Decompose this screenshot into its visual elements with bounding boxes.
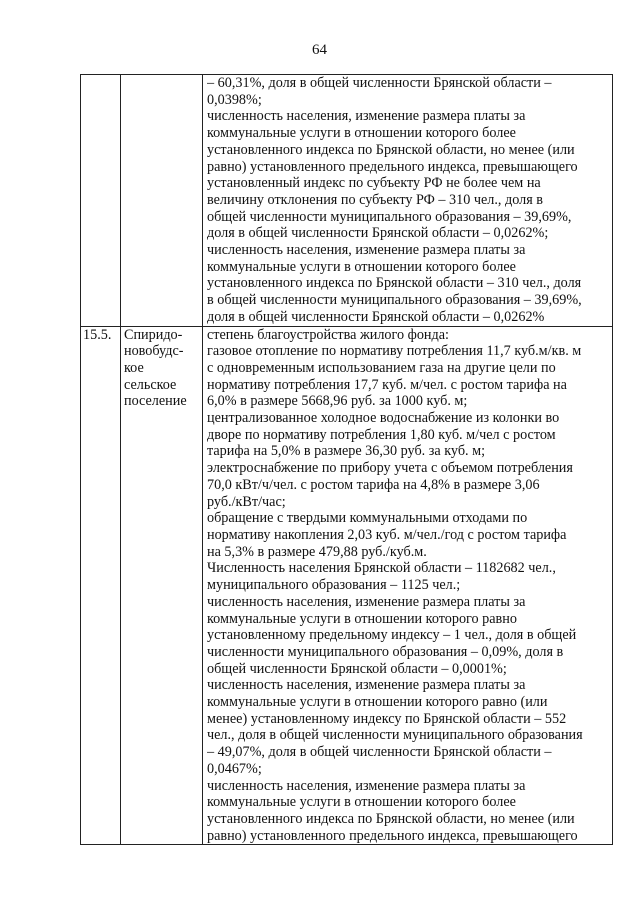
description-cell [203, 75, 613, 327]
text-line: установленному предельному индексу – 1 чел., доля в общей [207, 627, 577, 644]
table-row [81, 75, 613, 327]
text-line: общей численности Брянской области – 0,0001%; [207, 660, 507, 677]
settlement-name-cell [121, 75, 203, 327]
text-line: чел., доля в общей численности муниципального образования [207, 727, 583, 744]
text-line: менее) установленному индексу по Брянской области – 552 [207, 710, 567, 727]
table-row [81, 326, 613, 845]
text-line: общей численности муниципального образования – 39,69%, [207, 208, 572, 225]
row-number-cell [81, 326, 121, 845]
text-line: 0,0398%; [207, 91, 262, 108]
text-line: численность населения, изменение размера платы за [207, 777, 526, 794]
text-line: 6,0% в размере 5668,96 руб. за 1000 куб. м; [207, 393, 468, 410]
text-line: с одновременным использованием газа на другие цели по [207, 359, 556, 376]
text-line: нормативу накопления 2,03 куб. м/чел./год с ростом тарифа [207, 526, 567, 543]
description-cell [203, 326, 613, 845]
text-line: сельское [124, 376, 177, 393]
text-line: доля в общей численности Брянской области – 0,0262% [207, 308, 545, 325]
text-line: – 60,31%, доля в общей численности Брянской области – [207, 75, 552, 91]
text-line: коммунальные услуги в отношении которого более [207, 258, 516, 275]
text-line: 70,0 кВт/ч/чел. с ростом тарифа на 4,8% в размере 3,06 [207, 476, 540, 493]
text-line: централизованное холодное водоснабжение из колонки во [207, 410, 560, 427]
text-line: численности муниципального образования – 0,09%, доля в [207, 643, 564, 660]
text-line: электроснабжение по прибору учета с объемом потребления [207, 460, 573, 477]
text-line: дворе по нормативу потребления 1,80 куб. м/чел с ростом [207, 426, 556, 443]
settlement-name-cell [121, 326, 203, 845]
text-line: нормативу потребления 17,7 куб. м/чел. с ростом тарифа на [207, 376, 567, 393]
text-line: Численность населения Брянской области – 1182682 чел., [207, 560, 556, 577]
text-line: кое [124, 359, 144, 376]
text-line: на 5,3% в размере 479,88 руб./куб.м. [207, 543, 427, 560]
text-line: установленного индекса по Брянской области, но менее (или [207, 810, 575, 827]
text-line: степень благоустройства жилого фонда: [207, 326, 449, 343]
row-number-cell [81, 75, 121, 327]
text-line: коммунальные услуги в отношении которого равно [207, 610, 517, 627]
text-line: новобудс- [124, 343, 184, 360]
text-line: численность населения, изменение размера платы за [207, 677, 526, 694]
text-line: величину отклонения по субъекту РФ – 310 чел., доля в [207, 191, 543, 208]
page-number: 64 [312, 42, 327, 58]
text-line: руб./кВт/час; [207, 493, 286, 510]
text-line: – 49,07%, доля в общей численности Брянской области – [207, 744, 552, 761]
text-line: 15.5. [83, 326, 112, 343]
text-line: равно) установленного предельного индекса, превышающего [207, 827, 578, 844]
document-table [80, 74, 613, 845]
text-line: установленного индекса по Брянской области – 310 чел., доля [207, 275, 582, 292]
text-line: тарифа на 5,0% в размере 36,30 руб. за куб. м; [207, 443, 486, 460]
text-line: 0,0467%; [207, 760, 262, 777]
text-line: обращение с твердыми коммунальными отходами по [207, 510, 528, 527]
text-line: равно) установленного предельного индекса, превышающего [207, 158, 578, 175]
text-line: поселение [124, 393, 187, 410]
text-line: газовое отопление по нормативу потребления 11,7 куб.м/кв. м [207, 343, 582, 360]
text-line: численность населения, изменение размера платы за [207, 242, 526, 259]
text-line: численность населения, изменение размера платы за [207, 593, 526, 610]
text-line: установленного индекса по Брянской области, но менее (или [207, 141, 575, 158]
text-line: муниципального образования – 1125 чел.; [207, 577, 461, 594]
text-line: в общей численности муниципального образования – 39,69%, [207, 292, 582, 309]
text-line: Спиридо- [124, 326, 183, 343]
text-line: доля в общей численности Брянской области – 0,0262%; [207, 225, 549, 242]
text-line: коммунальные услуги в отношении которого более [207, 794, 516, 811]
table-body [81, 75, 613, 845]
text-line: численность населения, изменение размера платы за [207, 108, 526, 125]
text-line: установленный индекс по субъекту РФ не более чем на [207, 175, 541, 192]
text-line: коммунальные услуги в отношении которого равно (или [207, 694, 548, 711]
text-line: коммунальные услуги в отношении которого более [207, 125, 516, 142]
